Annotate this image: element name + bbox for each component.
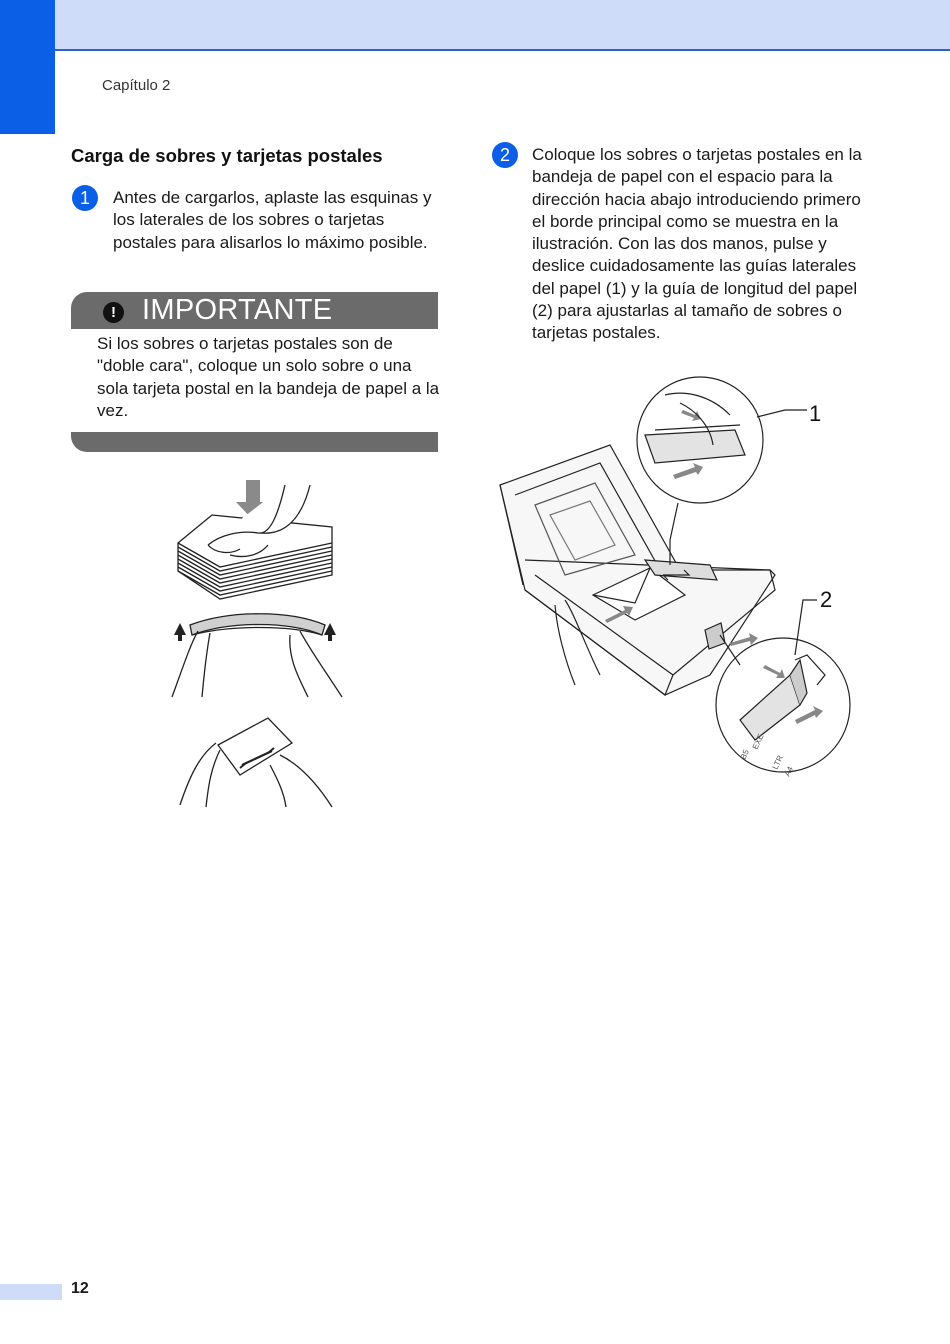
important-footer [71,432,438,452]
header-band [0,0,950,51]
step-1-text: Antes de cargarlos, aplaste las esquinas y los laterales de los sobres o tarjetas postales para alisarlos lo máximo posible. [113,188,432,252]
chapter-label: Capítulo 2 [102,77,171,94]
section-title: Carga de sobres y tarjetas postales [71,145,383,166]
tray-label-exe: EXE [750,732,766,751]
tray-label-b5: B5 [738,748,751,761]
step-2-text: Coloque los sobres o tarjetas postales en la bandeja de papel con el espacio para la dirección hacia abajo introduciendo primero el borde principal como se muestra en la ilustración. Con las dos manos, pulse y deslice cuidadosamente las guías laterales del papel (1) y la guía de longitud del papel (2) para ajustarlas al tamaño de sobres o tarjetas postales. [532,145,862,343]
warning-icon: ! [103,302,124,323]
chapter-tab [0,0,55,134]
envelope-flattening-illustration [160,475,360,825]
footer-bar [0,1284,62,1300]
step-1-number: 1 [72,185,98,211]
step-2-number: 2 [492,142,518,168]
important-title: IMPORTANTE [142,294,333,326]
paper-tray-illustration [495,375,865,780]
page-number: 12 [71,1280,89,1297]
callout-2: 2 [820,587,833,612]
tray-label-ltr: LTR [770,753,785,771]
callout-1: 1 [809,401,822,426]
important-text: Si los sobres o tarjetas postales son de "doble cara", coloque un solo sobre o una sola tarjeta postal en la bandeja de papel a la vez. [97,334,440,420]
tray-label-a4: A4 [782,765,795,778]
important-header [71,292,438,329]
